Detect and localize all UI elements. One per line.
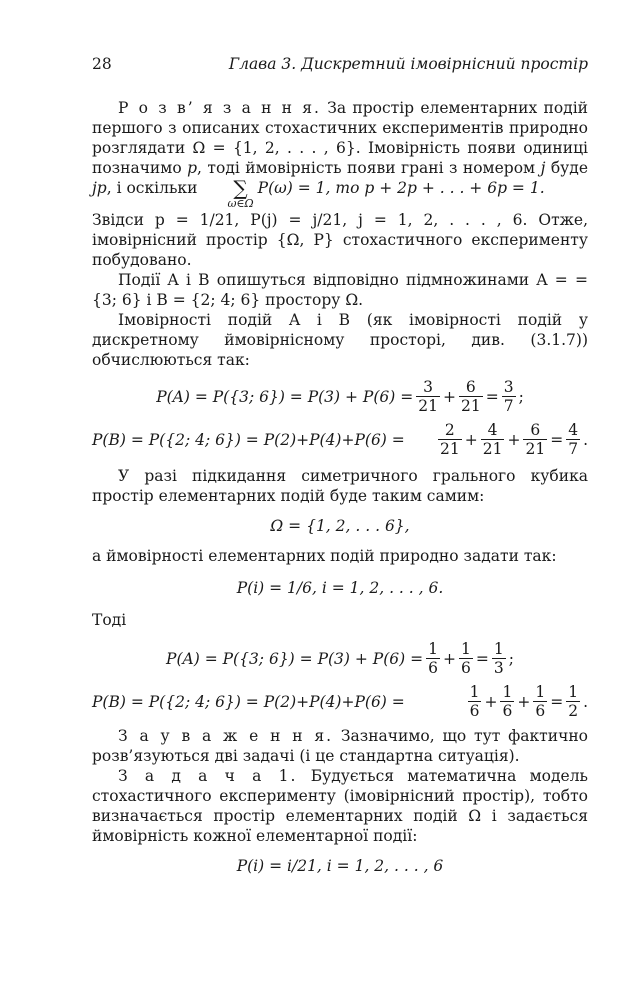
- solution-text-3: буде: [545, 159, 588, 177]
- eq2-frac-1: $\frac{2}{21}$: [439, 421, 460, 458]
- sum-operator: ∑ ω∈Ω: [201, 178, 253, 210]
- eq6-frac-3: $\frac{1}{6}$: [535, 683, 546, 720]
- solution-text-4: , і оскільки: [106, 179, 198, 197]
- eq1-frac-1: $\frac{3}{21}$: [418, 378, 438, 415]
- eq2-frac-3: $\frac{6}{21}$: [525, 421, 546, 458]
- task-lead: З а д а ч а 1.: [118, 767, 298, 785]
- eq5-frac-3: $\frac{1}{3}$: [493, 640, 504, 677]
- solution-text-2: , тоді ймовірність появи грані з номером: [197, 159, 541, 177]
- sum-expression: P(ω) = 1, то p + 2p + . . . + 6p = 1.: [257, 179, 545, 197]
- eq6-frac-1: $\frac{1}{6}$: [469, 683, 480, 720]
- remark-text: Зазначимо, що тут фактично розв’язуються дві задачі (і це стандартна ситуація).: [92, 727, 588, 765]
- eq2-frac-2: $\frac{4}{21}$: [482, 421, 503, 458]
- eq2-lhs: P(B) = P({2; 4; 6}) = P(2)+P(4)+P(6) =: [92, 430, 405, 449]
- eq5-lhs: P(A) = P({3; 6}) = P(3) + P(6) =: [166, 649, 424, 668]
- die-paragraph: У разі підкидання симетричного грального кубика простір елементарних подій буде таким самим:: [92, 467, 588, 505]
- equation-pa-die: P(A) = P({3; 6}) = P(3) + P(6) = $\frac{1}{6}$ + $\frac{1}{6}$ = $\frac{1}{3}$ ;: [166, 640, 514, 677]
- task-text: Будується математична модель стохастичного експерименту (імовірнісний простір), тобто визначається простір елементарних подій Ω і задається ймовірність кожної елементарної події:: [92, 767, 588, 845]
- eq1-frac-3: $\frac{3}{7}$: [503, 378, 514, 415]
- solution-lead: Р о з в’ я з а н н я.: [118, 99, 321, 117]
- var-j: j: [540, 159, 546, 177]
- running-head: Глава 3. Дискретний імовірнісний простір: [228, 55, 588, 73]
- equation-pi-uniform: P(i) = 1/6, i = 1, 2, . . . , 6.: [236, 579, 444, 597]
- eq6-frac-4: $\frac{1}{2}$: [568, 683, 579, 720]
- probabilities-paragraph: Імовірності подій A і B (як імовірності подій у дискретному ймовірнісному просторі, див. (3.1.7)) обчислюються так:: [92, 311, 588, 369]
- solution-paragraph: [92, 98, 588, 210]
- var-p: p: [187, 159, 198, 177]
- equation-pa-coin: P(A) = P({3; 6}) = P(3) + P(6) = $\frac{3}{21}$ + $\frac{6}{21}$ = $\frac{3}{7}$ ;: [156, 378, 524, 415]
- solution-text-1: За простір елементарних подій першого з описаних стохастичних експериментів природно розглядати Ω = {1, 2, . . . , 6}. Імовірність появи одиниці позначимо: [92, 99, 588, 177]
- page-number: 28: [92, 55, 112, 73]
- eq1-frac-2: $\frac{6}{21}$: [460, 378, 481, 415]
- equation-pb-die: P(B) = P({2; 4; 6}) = P(2)+P(4)+P(6) = $\frac{1}{6}$ + $\frac{1}{6}$ + $\frac{1}{6}$ = $\frac{1}{2}$ .: [92, 683, 588, 720]
- eq1-lhs: P(A) = P({3; 6}) = P(3) + P(6) =: [156, 387, 414, 406]
- probability-intro: а ймовірності елементарних подій природно задати так:: [92, 547, 557, 565]
- page-body: [92, 98, 588, 886]
- then-word: Тоді: [92, 611, 127, 629]
- eq5-frac-2: $\frac{1}{6}$: [460, 640, 471, 677]
- events-paragraph: Події A і B опишуться відповідно підмножинами A = = {3; 6} і B = {2; 4; 6} простору Ω.: [92, 271, 588, 309]
- eq6-lhs: P(B) = P({2; 4; 6}) = P(2)+P(4)+P(6) =: [92, 692, 405, 711]
- remark-lead: З а у в а ж е н н я.: [118, 727, 334, 745]
- remark-paragraph: [92, 726, 588, 766]
- task-paragraph: [92, 766, 588, 846]
- page-header: [92, 54, 588, 76]
- eq6-frac-2: $\frac{1}{6}$: [502, 683, 513, 720]
- equation-omega: Ω = {1, 2, . . . 6},: [270, 517, 410, 535]
- sum-subscript: ω∈Ω: [227, 197, 254, 210]
- equation-pi-weighted: P(i) = i/21, i = 1, 2, . . . , 6: [236, 857, 444, 875]
- eq2-frac-4: $\frac{4}{7}$: [568, 421, 579, 458]
- eq5-frac-1: $\frac{1}{6}$: [428, 640, 438, 677]
- var-jp: jp: [92, 179, 107, 197]
- solution-continuation: Звідси p = 1/21, P(j) = j/21, j = 1, 2, . . . , 6. Отже, імовірнісний простір {Ω, P} стохастичного експерименту побудовано.: [92, 211, 588, 269]
- equation-pb-coin: P(B) = P({2; 4; 6}) = P(2)+P(4)+P(6) = $\frac{2}{21}$ + $\frac{4}{21}$ + $\frac{6}{21}$ = $\frac{4}{7}$ .: [92, 421, 588, 458]
